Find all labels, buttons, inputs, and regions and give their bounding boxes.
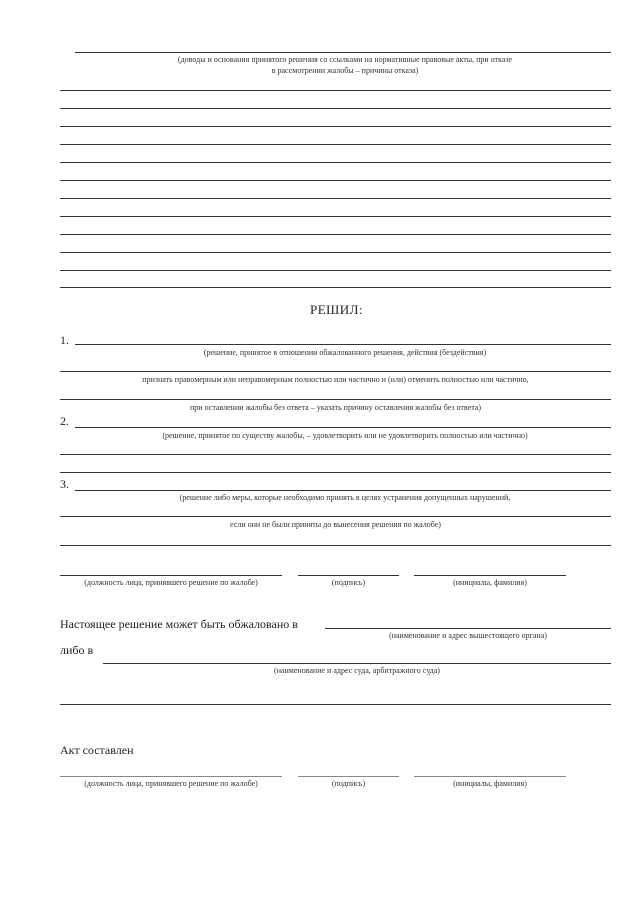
item-1-caption: (решение, принятое в отношении обжалованного решения, действия (бездействия) [203,348,487,357]
signature-1-name-line[interactable] [414,575,566,576]
decision-heading: РЕШИЛ: [310,302,364,317]
signature-2-position-caption: (должность лица, принявшего решение по жалобе) [84,779,258,788]
signature-2-name-caption: (инициалы, фамилия) [453,779,527,788]
item-1-caption-3: при оставлении жалобы без ответа – указать причину оставления жалобы без ответа) [190,403,481,412]
signature-1-sign-caption: (подпись) [331,578,366,587]
item-1-caption-2: признать правомерным или неправомерным полностью или частично и (или) отменить полностью или частично, [142,375,529,384]
ruled-line[interactable] [60,198,611,199]
signature-1-name-caption: (инициалы, фамилия) [453,578,527,587]
appeal-court-caption: (наименование и адрес суда, арбитражного суда) [274,666,440,675]
ruled-line[interactable] [60,216,611,217]
item-1-line-3[interactable] [60,399,611,400]
top-caption-2: в рассмотрении жалобы – причины отказа) [271,66,419,75]
item-3-line-2[interactable] [60,516,611,517]
signature-1-position-line[interactable] [60,575,282,576]
item-2-line-3[interactable] [60,472,611,473]
ruled-line[interactable] [60,144,611,145]
item-2-caption: (решение, принятое по существу жалобы, – удовлетворить или не удовлетворить полностью или частично) [162,431,528,440]
item-2-number: 2. [60,414,69,428]
appeal-court-line[interactable] [103,663,611,664]
ruled-line[interactable] [60,287,611,288]
appeal-body-line[interactable] [325,628,611,629]
appeal-or-text: либо в [60,643,94,657]
appeal-body-caption: (наименование и адрес вышестоящего органа) [389,631,547,640]
item-1-number: 1. [60,333,69,347]
item-3-caption: (решение либо меры, которые необходимо принять в целях устранения допущенных нарушений, [179,493,511,502]
signature-2-sign-line[interactable] [298,776,399,777]
ruled-line[interactable] [60,162,611,163]
appeal-text: Настоящее решение может быть обжаловано в [60,617,298,631]
signature-2-sign-caption: (подпись) [331,779,366,788]
ruled-line[interactable] [60,270,611,271]
top-field-line[interactable] [75,52,611,53]
item-2-line-2[interactable] [60,454,611,455]
item-3-number: 3. [60,477,69,491]
appeal-extra-line[interactable] [60,704,611,705]
item-1-line-2[interactable] [60,371,611,372]
signature-2-name-line[interactable] [414,776,566,777]
item-3-field-line[interactable] [75,490,611,491]
item-2-field-line[interactable] [75,427,611,428]
signature-1-position-caption: (должность лица, принявшего решение по жалобе) [84,578,258,587]
signature-2-position-line[interactable] [60,776,282,777]
ruled-line[interactable] [60,252,611,253]
act-label: Акт составлен [60,743,134,757]
ruled-line[interactable] [60,108,611,109]
ruled-line[interactable] [60,90,611,91]
ruled-line[interactable] [60,234,611,235]
signature-1-sign-line[interactable] [298,575,399,576]
item-3-line-3[interactable] [60,545,611,546]
ruled-line[interactable] [60,126,611,127]
ruled-line[interactable] [60,180,611,181]
top-caption-1: (доводы и основания принятого решения со ссылками на нормативные правовые акты, при отказе [177,55,513,64]
item-3-caption-2: если они не были приняты до вынесения решения по жалобе) [230,520,441,529]
item-1-field-line[interactable] [75,344,611,345]
